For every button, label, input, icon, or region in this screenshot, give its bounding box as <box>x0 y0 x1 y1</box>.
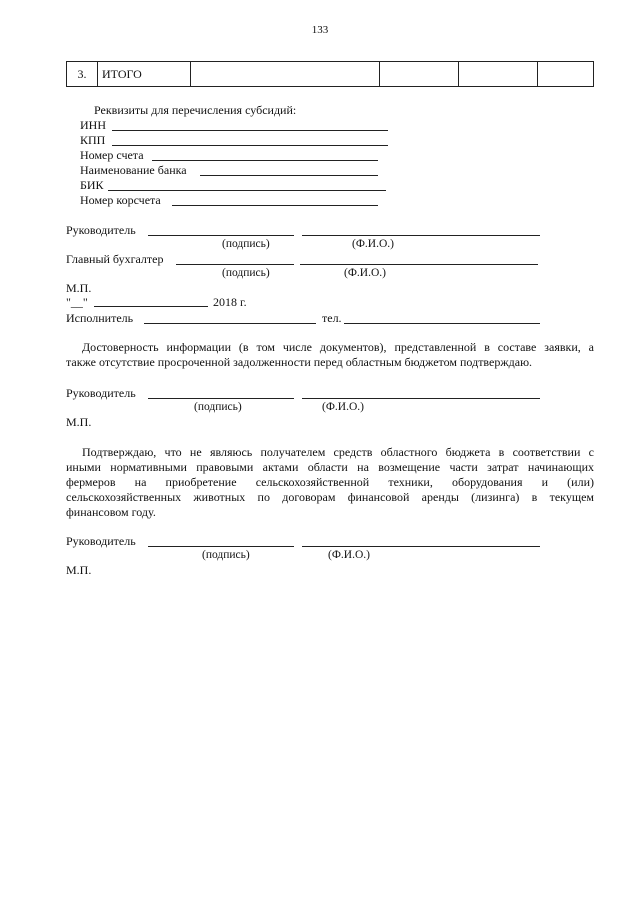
head-label: Руководитель <box>66 386 136 400</box>
paragraph-line: фермеров на приобретение сельскохозяйственной техники, оборудования и (или) <box>66 475 594 489</box>
requisites-heading: Реквизиты для перечисления субсидий: <box>94 103 297 117</box>
paragraph-line: Достоверность информации (в том числе документов), представленной в составе заявки, а <box>82 340 594 354</box>
name-caption: (Ф.И.О.) <box>322 401 364 413</box>
stamp-label: М.П. <box>66 415 92 429</box>
accountant-signature-field[interactable] <box>176 264 294 265</box>
inn-field[interactable] <box>112 130 388 131</box>
table-row <box>67 62 594 87</box>
head-name-field[interactable] <box>302 235 540 236</box>
confirmation-paragraph <box>66 340 594 370</box>
row-number: 3. <box>67 62 98 87</box>
table-cell <box>538 62 594 87</box>
head-signature-field[interactable] <box>148 235 294 236</box>
signature-caption: (подпись) <box>222 267 270 279</box>
head-label: Руководитель <box>66 534 136 548</box>
date-field[interactable] <box>94 306 208 307</box>
executor-label: Исполнитель <box>66 311 134 325</box>
bik-label: БИК <box>80 178 104 192</box>
head-signature-field[interactable] <box>148 546 294 547</box>
bik-field[interactable] <box>108 190 386 191</box>
paragraph-line: иными нормативными правовыми актами области на возмещение части затрат начинающих <box>66 460 594 474</box>
accountant-name-field[interactable] <box>300 264 538 265</box>
kpp-field[interactable] <box>112 145 388 146</box>
name-caption: (Ф.И.О.) <box>328 549 370 561</box>
phone-label: тел. <box>322 311 342 325</box>
name-caption: (Ф.И.О.) <box>352 238 394 250</box>
date-year: 2018 г. <box>213 295 247 309</box>
table-cell <box>459 62 538 87</box>
account-field[interactable] <box>152 160 378 161</box>
stamp-label: М.П. <box>66 281 92 295</box>
paragraph-line: Подтверждаю, что не являюсь получателем средств областного бюджета в соответствии с <box>82 445 594 459</box>
kpp-label: КПП <box>80 133 106 147</box>
stamp-label: М.П. <box>66 563 92 577</box>
head-name-field[interactable] <box>302 398 540 399</box>
signature-caption: (подпись) <box>202 549 250 561</box>
corr-account-field[interactable] <box>172 205 378 206</box>
accountant-label: Главный бухгалтер <box>66 252 164 266</box>
head-name-field[interactable] <box>302 546 540 547</box>
paragraph-line: финансовом году. <box>66 505 156 519</box>
account-label: Номер счета <box>80 148 144 162</box>
date-prefix: "__" <box>66 295 88 309</box>
executor-field[interactable] <box>144 323 316 324</box>
total-table <box>66 61 594 87</box>
head-signature-field[interactable] <box>148 398 294 399</box>
phone-field[interactable] <box>344 323 540 324</box>
signature-caption: (подпись) <box>222 238 270 250</box>
page-number: 133 <box>311 24 329 36</box>
table-cell <box>191 62 380 87</box>
bank-field[interactable] <box>200 175 378 176</box>
head-label: Руководитель <box>66 223 136 237</box>
declaration-paragraph <box>66 445 594 520</box>
paragraph-line: также отсутствие просроченной задолженности перед областным бюджетом подтверждаю. <box>66 355 533 369</box>
name-caption: (Ф.И.О.) <box>344 267 386 279</box>
paragraph-line: сельскохозяйственных животных по договорам финансовой аренды (лизинга) в текущем <box>66 490 594 504</box>
signature-caption: (подпись) <box>194 401 242 413</box>
bank-label: Наименование банка <box>80 163 187 177</box>
table-cell <box>380 62 459 87</box>
total-label: ИТОГО <box>98 62 191 87</box>
inn-label: ИНН <box>80 118 106 132</box>
corr-account-label: Номер корсчета <box>80 193 161 207</box>
